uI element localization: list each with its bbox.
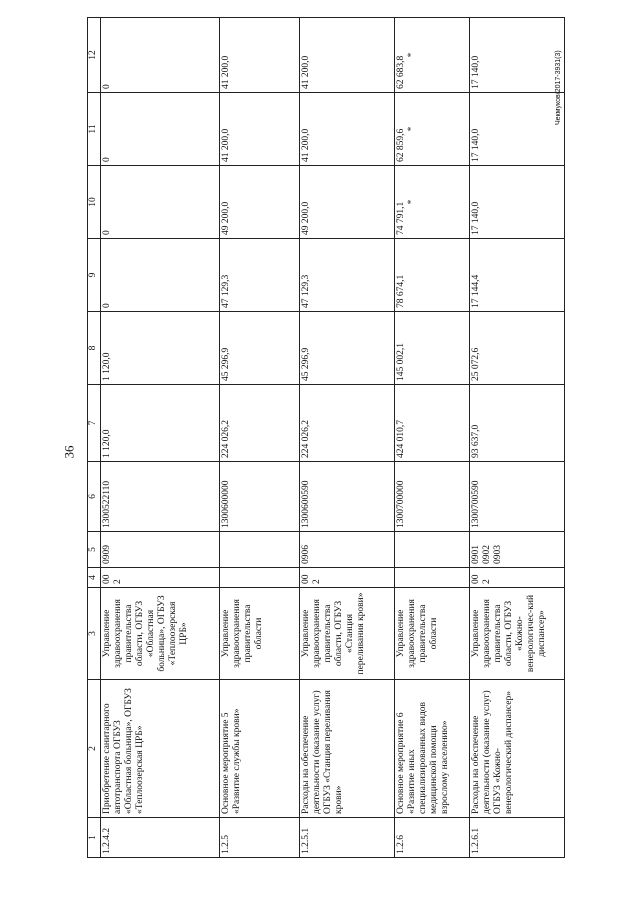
amount-col9: 0 bbox=[101, 239, 220, 312]
amount-col12: 62 683,8 * bbox=[395, 18, 470, 93]
amount-col11: 17 140,0 bbox=[470, 93, 565, 166]
event-name: Расходы на обеспечение деятельности (оказание услуг) ОГБУЗ «Станция переливания крови» bbox=[300, 680, 395, 818]
amount-col12: 41 200,0 bbox=[220, 18, 300, 93]
amount-col12: 41 200,0 bbox=[300, 18, 395, 93]
event-name: Приобретение санитарного автотранспорта ОГБУЗ «Областная больница», ОГБУЗ «Теплоозерская ЦРБ» bbox=[101, 680, 220, 818]
table-row bbox=[220, 18, 300, 858]
table-row bbox=[470, 18, 565, 858]
grbs-code: 002 bbox=[300, 568, 395, 588]
header-cell: 5 bbox=[88, 532, 101, 568]
header-row bbox=[88, 18, 101, 858]
amount-col9: 78 674,1 bbox=[395, 239, 470, 312]
grbs-code: 002 bbox=[101, 568, 220, 588]
target-article-code: 1300700590 bbox=[470, 462, 565, 532]
section-code: 0909 bbox=[101, 532, 220, 568]
section-code bbox=[220, 532, 300, 568]
table-row bbox=[300, 18, 395, 858]
amount-col8: 25 072,6 bbox=[470, 312, 565, 385]
amount-col12: 0 bbox=[101, 18, 220, 93]
amount-col10: 49 200,0 bbox=[220, 166, 300, 239]
row-number: 1.2.6 bbox=[395, 818, 470, 858]
page-number: 36 bbox=[61, 445, 77, 459]
amount-col8: 145 002,1 bbox=[395, 312, 470, 385]
amount-total: 1 120,0 bbox=[101, 385, 220, 462]
table-row bbox=[101, 18, 220, 858]
executor: Управление здравоохранения правительства области, ОГБУЗ «Областная больница», ОГБУЗ «Теплоозерская ЦРБ» bbox=[101, 588, 220, 680]
header-cell: 7 bbox=[88, 385, 101, 462]
amount-col11: 41 200,0 bbox=[300, 93, 395, 166]
target-article-code: 1300600590 bbox=[300, 462, 395, 532]
section-code bbox=[395, 532, 470, 568]
header-cell: 3 bbox=[88, 588, 101, 680]
header-cell: 1 bbox=[88, 818, 101, 858]
target-article-code: 1300600000 bbox=[220, 462, 300, 532]
amount-total: 224 026,2 bbox=[300, 385, 395, 462]
executor: Управление здравоохранения правительства области bbox=[220, 588, 300, 680]
event-name: Расходы на обеспечение деятельности (оказание услуг) ОГБУЗ «Кожно-венерологический диспансер» bbox=[470, 680, 565, 818]
grbs-code bbox=[395, 568, 470, 588]
amount-col9: 47 129,3 bbox=[220, 239, 300, 312]
rotated-table-container bbox=[87, 18, 617, 858]
header-cell: 6 bbox=[88, 462, 101, 532]
amount-col10: 74 791,1 * bbox=[395, 166, 470, 239]
amount-col11: 62 859,6 * bbox=[395, 93, 470, 166]
amount-total: 93 637,0 bbox=[470, 385, 565, 462]
executor: Управление здравоохранения правительства области, ОГБУЗ «Станция переливания крови» bbox=[300, 588, 395, 680]
section-code: 0906 bbox=[300, 532, 395, 568]
header-cell: 2 bbox=[88, 680, 101, 818]
amount-col9: 17 144,4 bbox=[470, 239, 565, 312]
amount-col10: 49 200,0 bbox=[300, 166, 395, 239]
document-code: Чекмуков/2017-3931(3) bbox=[555, 50, 562, 125]
event-name: Основное мероприятие 6 «Развитие иных специализированных видов медицинской помощи взрослому населению» bbox=[395, 680, 470, 818]
amount-col10: 0 bbox=[101, 166, 220, 239]
target-article-code: 1300522110 bbox=[101, 462, 220, 532]
grbs-code bbox=[220, 568, 300, 588]
amount-col9: 47 129,3 bbox=[300, 239, 395, 312]
header-cell: 12 bbox=[88, 18, 101, 93]
amount-col12: 17 140,0 bbox=[470, 18, 565, 93]
amount-col8: 45 296,9 bbox=[300, 312, 395, 385]
row-number: 1.2.5.1 bbox=[300, 818, 395, 858]
amount-col8: 1 120,0 bbox=[101, 312, 220, 385]
table-row bbox=[395, 18, 470, 858]
grbs-code: 002 bbox=[470, 568, 565, 588]
executor: Управление здравоохранения правительства области bbox=[395, 588, 470, 680]
header-cell: 4 bbox=[88, 568, 101, 588]
executor: Управление здравоохранения правительства области, ОГБУЗ «Кожно-венерологичес-кий диспансер» bbox=[470, 588, 565, 680]
header-cell: 8 bbox=[88, 312, 101, 385]
header-cell: 9 bbox=[88, 239, 101, 312]
amount-col11: 41 200,0 bbox=[220, 93, 300, 166]
amount-col8: 45 296,9 bbox=[220, 312, 300, 385]
amount-col10: 17 140,0 bbox=[470, 166, 565, 239]
amount-total: 424 010,7 bbox=[395, 385, 470, 462]
event-name: Основное мероприятие 5 «Развитие службы крови» bbox=[220, 680, 300, 818]
section-code: 0901 0902 0903 bbox=[470, 532, 565, 568]
row-number: 1.2.6.1 bbox=[470, 818, 565, 858]
header-cell: 11 bbox=[88, 93, 101, 166]
row-number: 1.2.4.2 bbox=[101, 818, 220, 858]
header-cell: 10 bbox=[88, 166, 101, 239]
row-number: 1.2.5 bbox=[220, 818, 300, 858]
budget-table bbox=[87, 17, 565, 858]
target-article-code: 1300700000 bbox=[395, 462, 470, 532]
amount-total: 224 026,2 bbox=[220, 385, 300, 462]
amount-col11: 0 bbox=[101, 93, 220, 166]
